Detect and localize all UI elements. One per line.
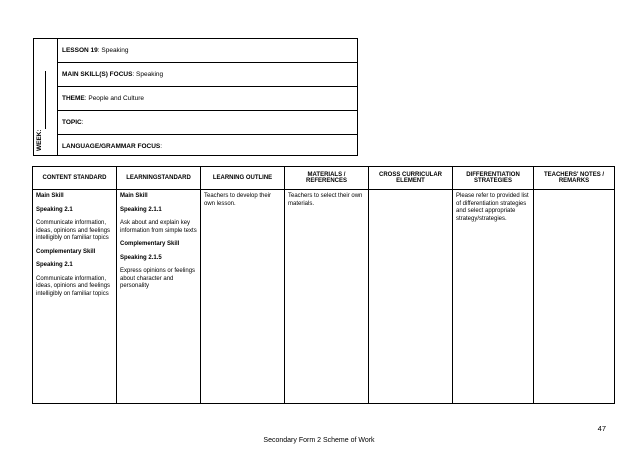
content-standard-cell <box>33 190 117 404</box>
ls-comp-skill: Complementary Skill <box>120 241 180 247</box>
cs-comp-code: Speaking 2.1 <box>36 262 73 268</box>
grammar-focus-row <box>58 135 357 157</box>
materials-cell <box>285 190 369 404</box>
ls-main-code: Speaking 2.1.1 <box>120 206 162 213</box>
table-row <box>33 190 615 404</box>
main-skill-row <box>58 63 357 87</box>
cross-curricular-cell <box>369 190 453 404</box>
cs-main-code: Speaking 2.1 <box>36 206 73 213</box>
cs-comp-skill: Complementary Skill <box>36 248 96 255</box>
page-footer: Secondary Form 2 Scheme of Work <box>263 437 375 444</box>
week-column <box>34 39 58 155</box>
page-number: 47 <box>597 424 606 433</box>
ls-comp-code: Speaking 2.1.5 <box>120 254 162 261</box>
col-content-standard: CONTENT STANDARD <box>33 167 117 190</box>
learning-standard-cell <box>117 190 201 404</box>
theme-label: THEME <box>62 95 85 102</box>
materials-text: Teachers to select their own materials. <box>288 193 363 207</box>
learning-outline-cell <box>201 190 285 404</box>
theme-row <box>58 87 357 111</box>
ls-comp-text: Express opinions or feelings about character and personality <box>120 268 196 289</box>
ls-main-skill: Main Skill <box>120 193 148 199</box>
col-learning-standard: LEARNINGSTANDARD <box>117 167 201 190</box>
lesson-label: LESSON 19 <box>62 47 98 54</box>
scheme-table <box>32 166 615 404</box>
grammar-focus-label: LANGUAGE/GRAMMAR FOCUS <box>62 142 161 150</box>
table-header-row <box>33 167 615 190</box>
col-teachers-notes: TEACHERS' NOTES / REMARKS <box>534 167 615 190</box>
lesson-value: : Speaking <box>97 47 129 54</box>
col-differentiation: DIFFERENTIATION STRATEGIES <box>453 167 534 190</box>
lesson-header-box <box>33 38 358 156</box>
main-skill-label: MAIN SKILL(S) FOCUS <box>62 71 133 78</box>
teachers-notes-cell <box>534 190 615 404</box>
differentiation-cell <box>453 190 534 404</box>
theme-value: : People and Culture <box>84 95 145 102</box>
differentiation-text: Please refer to provided list of differentiation strategies and select appropriate strategy/strategies. <box>456 193 529 222</box>
week-underline <box>45 71 46 129</box>
cs-main-text: Communicate information, ideas, opinions and feelings intelligibly on familiar topics <box>36 220 111 241</box>
col-materials: MATERIALS / REFERENCES <box>285 167 369 190</box>
week-label: WEEK: <box>36 129 43 151</box>
ls-main-text: Ask about and explain key information from simple texts <box>120 220 197 234</box>
col-cross-curricular: CROSS CURRICULAR ELEMENT <box>369 167 453 190</box>
cs-main-skill: Main Skill <box>36 193 64 199</box>
cs-comp-text: Communicate information, ideas, opinions and feelings intelligibly on familiar topics <box>36 275 111 297</box>
topic-value: : <box>81 119 84 126</box>
grammar-focus-value: : <box>160 142 163 150</box>
lesson-row <box>58 39 357 63</box>
learning-outline-text: Teachers to develop their own lesson. <box>204 193 272 207</box>
col-learning-outline: LEARNING OUTLINE <box>201 167 285 190</box>
topic-row <box>58 111 357 135</box>
main-skill-value: : Speaking <box>132 71 164 78</box>
topic-label: TOPIC <box>62 119 82 126</box>
